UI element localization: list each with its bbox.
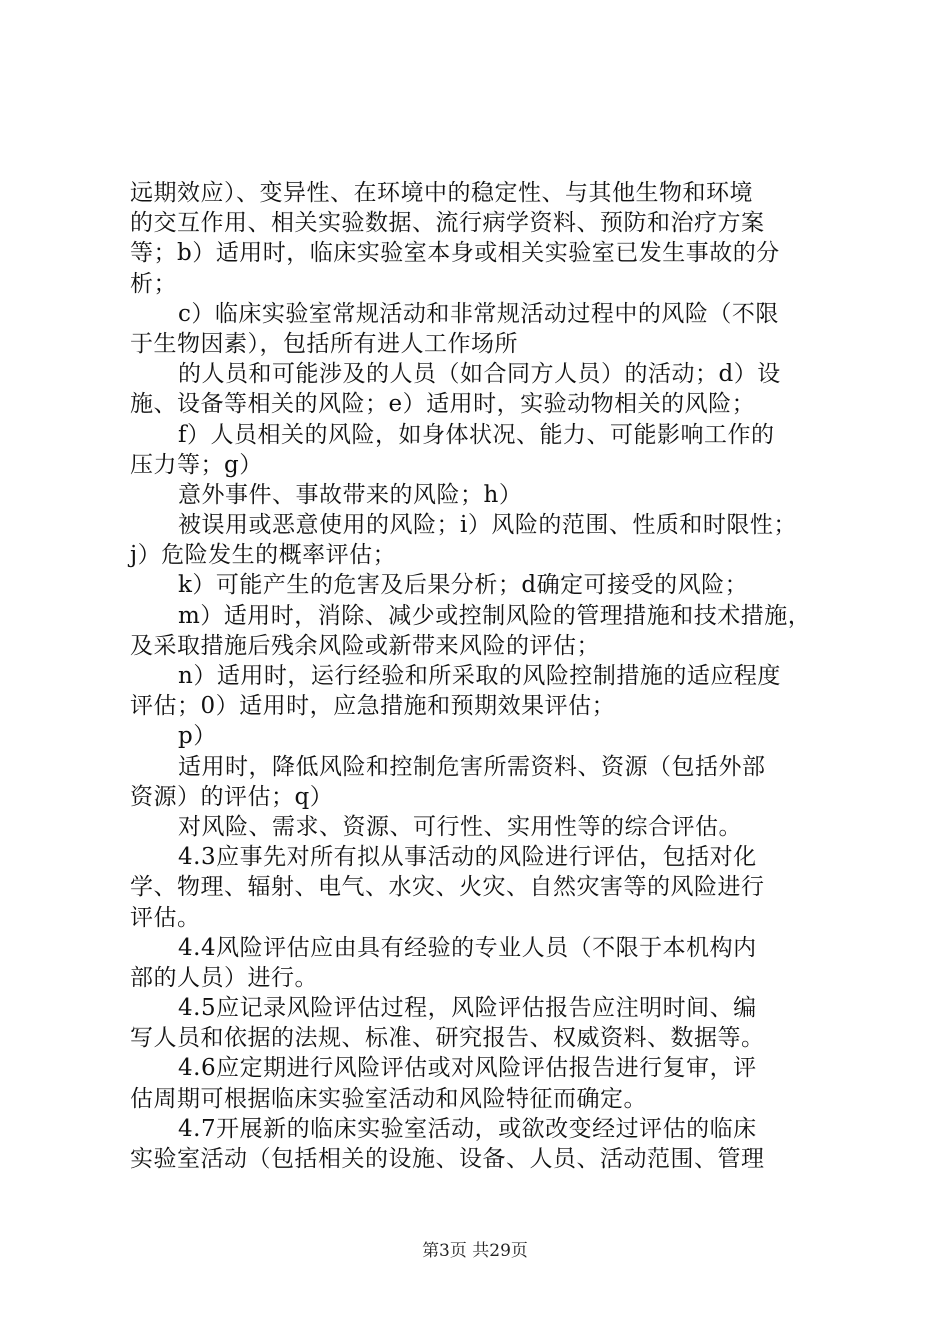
text-line: n）适用时，运行经验和所采取的风险控制措施的适应程度 <box>178 663 781 689</box>
text-line: 析； <box>130 270 177 297</box>
text-line: 部的人员）进行。 <box>130 964 318 991</box>
text-line: 评估。 <box>130 904 201 931</box>
text-line: 的人员和可能涉及的人员（如合同方人员）的活动；d）设 <box>178 361 781 388</box>
text-line: 实验室活动（包括相关的设施、设备、人员、活动范围、管理 <box>130 1146 765 1172</box>
text-line: 写人员和依据的法规、标准、研究报告、权威资料、数据等。 <box>130 1025 765 1052</box>
text-line: k）可能产生的危害及后果分析；d确定可接受的风险； <box>178 572 749 599</box>
text-line: 施、设备等相关的风险；e）适用时，实验动物相关的风险； <box>130 391 756 418</box>
text-line: 意外事件、事故带来的风险；h） <box>178 481 523 508</box>
text-line: 4.5应记录风险评估过程，风险评估报告应注明时间、编 <box>178 995 757 1022</box>
text-line: 的交互作用、相关实验数据、流行病学资料、预防和治疗方案 <box>130 210 765 237</box>
text-line: 4.3应事先对所有拟从事活动的风险进行评估，包括对化 <box>178 844 757 871</box>
page-footer: 第3页 共29页 <box>422 1241 528 1261</box>
text-line: 于生物因素），包括所有进人工作场所 <box>130 330 518 357</box>
text-line: 远期效应）、变异性、在环境中的稳定性、与其他生物和环境 <box>130 180 753 206</box>
document-body <box>130 178 830 1174</box>
text-line: c）临床实验室常规活动和非常规活动过程中的风险（不限 <box>178 300 779 327</box>
text-line: 被误用或恶意使用的风险；i）风险的范围、性质和时限性； <box>178 512 797 539</box>
text-line: j）危险发生的概率评估； <box>130 542 397 569</box>
text-line: 估周期可根据临床实验室活动和风险特征而确定。 <box>130 1085 647 1112</box>
text-line: 评估；0）适用时，应急措施和预期效果评估； <box>130 693 616 720</box>
text-line: 适用时，降低风险和控制危害所需资料、资源（包括外部 <box>178 753 766 780</box>
text-line: f）人员相关的风险，如身体状况、能力、可能影响工作的 <box>178 421 775 448</box>
text-line: m）适用时，消除、减少或控制风险的管理措施和技术措施， <box>178 602 812 629</box>
text-line: 及采取措施后残余风险或新带来风险的评估； <box>130 632 600 659</box>
text-line: 4.6应定期进行风险评估或对风险评估报告进行复审，评 <box>178 1055 757 1082</box>
text-line: 4.4风险评估应由具有经验的专业人员（不限于本机构内 <box>178 934 757 961</box>
text-line: 学、物理、辐射、电气、水灾、火灾、自然灾害等的风险进行 <box>130 874 765 901</box>
text-line: p） <box>178 723 217 750</box>
text-line: 4.7开展新的临床实验室活动，或欲改变经过评估的临床 <box>178 1115 757 1142</box>
text-line: 等；b）适用时，临床实验室本身或相关实验室已发生事故的分 <box>130 240 780 267</box>
text-line: 资源）的评估；q） <box>130 783 334 810</box>
text-line: 对风险、需求、资源、可行性、实用性等的综合评估。 <box>178 813 742 840</box>
text-line: 压力等；g） <box>130 451 263 478</box>
